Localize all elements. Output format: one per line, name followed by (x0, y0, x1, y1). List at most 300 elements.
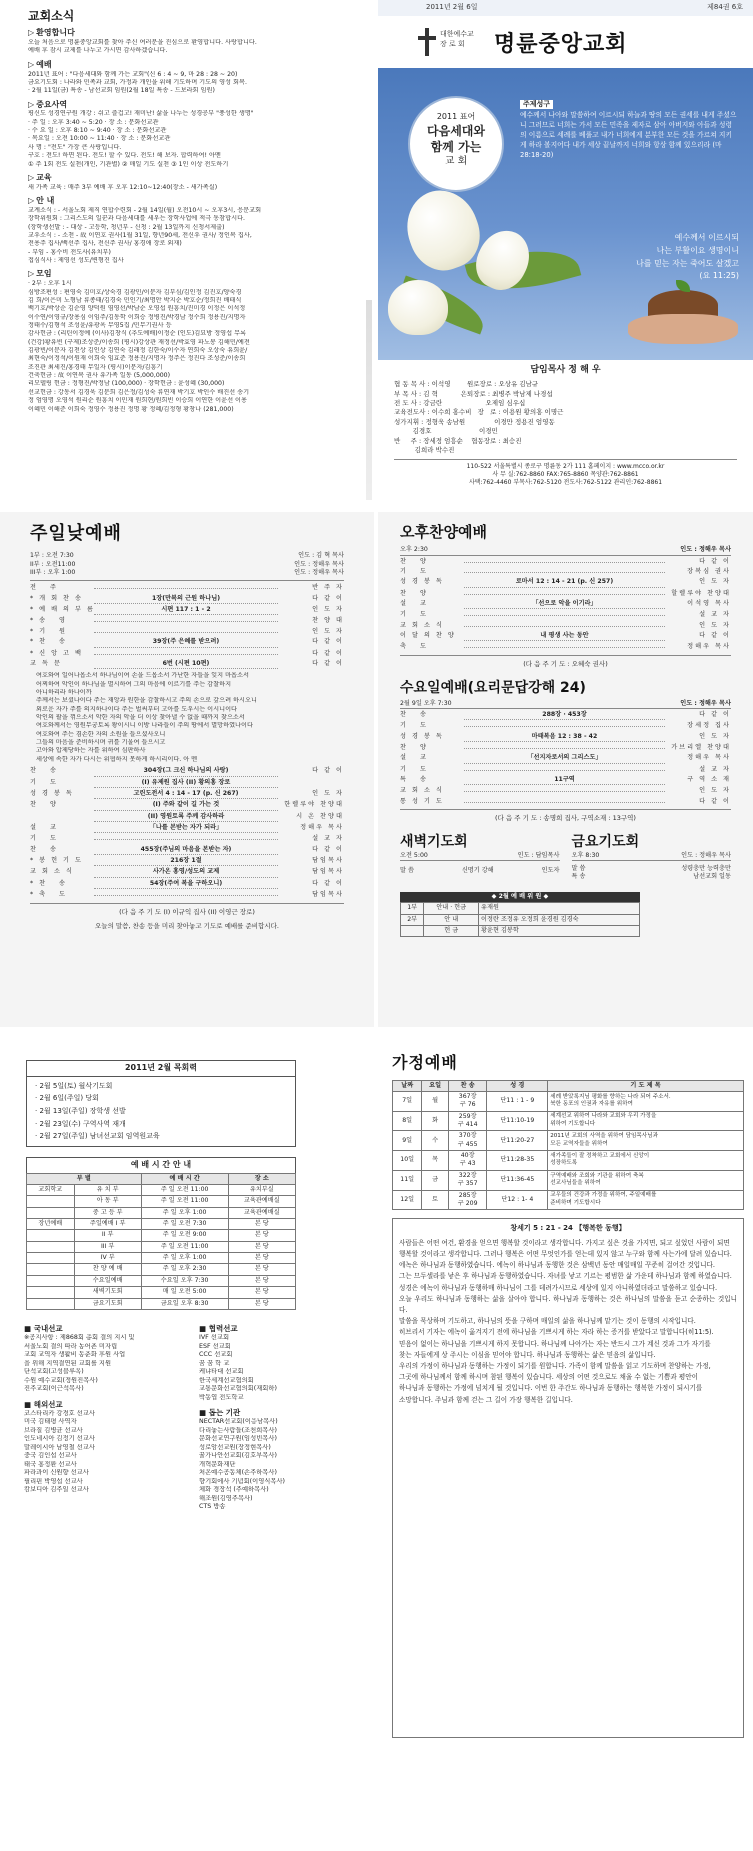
verse-line: 나는 부활이요 생명이니 (656, 245, 739, 255)
table-cell: 교육관예배실 (228, 1207, 295, 1218)
mission-item: 한국세계선교협의회 (199, 1376, 254, 1384)
service-leader: 인도 : 김 혁 목사 (298, 552, 344, 560)
order-label: 성경봉독 (400, 732, 448, 740)
mission-item: 향기회에사 기념회(이영식목사) (199, 1477, 285, 1485)
domestic-mission-list (24, 1334, 189, 1394)
mission-item: 성로암선교원(장정현목사) (199, 1443, 271, 1451)
order-item (30, 584, 344, 592)
devotional-line: 믿음이 없이는 하나님을 기쁘시게 하지 못합니다. 하나님께 나아가는 자는 반드시 그가 계신 것과 그가 자기를 (399, 1339, 711, 1348)
mission-item: 중국 김인섭 선교사 (24, 1452, 77, 1460)
order-label: *예배의부름 (30, 606, 99, 614)
order-item (400, 798, 731, 806)
coop-mission-heading: ■ 협력선교 (199, 1323, 238, 1333)
table-cell (27, 1253, 75, 1264)
table-cell: 세계선교 위하여 나라와 교회와 우리 가정을 위하여 기도합니다 (548, 1111, 744, 1131)
order-content: 11구역 (464, 776, 665, 785)
weekday-worship-panel (378, 512, 753, 1027)
table-cell: 주 일 오전 7:30 (141, 1219, 228, 1230)
table-cell: 화 (422, 1111, 448, 1131)
table-row (27, 1184, 296, 1195)
friday-leader: 인도 : 정해우 목사 (681, 851, 731, 859)
next-week-prayer: (다 음 주 기 도 (I) 이규익 집사 (II) 이영근 장로) (119, 907, 255, 916)
order-content: 39장(주 은혜를 받으려) (94, 638, 278, 647)
order-person: 인 도 자 (312, 627, 344, 635)
wednesday-next-prayer: (다 음 주 기 도 : 송명희 집사, 구역소재 : 13구역) (495, 814, 636, 823)
order-label: *송 영 (30, 617, 72, 625)
mission-item: 브라질 김병균 선교사 (24, 1426, 83, 1434)
notice-heading: ▷ 안 내 (28, 196, 364, 207)
table-cell: 322장 구 357 (448, 1170, 487, 1190)
news-line: (장학생선발 : - 대상 - 고등학, 청년부 - 신청 : 2월 13일까지 신청서제출) (28, 223, 225, 231)
order-person: 다 같 이 (699, 557, 731, 565)
table-cell: 토 (422, 1190, 448, 1210)
devotional-text (399, 1238, 737, 1406)
table-cell: 본 당 (228, 1219, 295, 1230)
table-cell: 안 내 (424, 914, 479, 925)
order-label: 기 도 (400, 722, 432, 730)
order-item (400, 611, 731, 619)
welcome-text (28, 39, 364, 56)
order-person: 인 도 자 (312, 789, 344, 797)
family-worship-panel (392, 1040, 744, 1850)
news-line: 조진관 최세진/홍경태 무일자 (평시)이문자/김흥기 (28, 363, 163, 371)
order-content (464, 791, 665, 792)
mission-item: IVF 선교회 (199, 1334, 230, 1341)
col-header: 찬 송 (448, 1080, 487, 1091)
mission-item: 서울노회 결의 따라 농어촌 미자립 (24, 1342, 118, 1350)
mission-item: 케냐타대 선교회 (199, 1368, 244, 1375)
col-header: 장 소 (228, 1173, 295, 1184)
dawn-row-label: 말 씀 (400, 867, 414, 875)
mission-item: 문화선교연구원(임성빈목사) (199, 1435, 277, 1443)
news-line: 정태수/김형석 조성윤/유광옥 무영5집 /민무기권사 등 (28, 321, 172, 329)
friday-row-text: 남선교회 일동 (693, 873, 731, 881)
order-person: 다 같 이 (312, 659, 344, 667)
devotional-line: 성경은 에녹이 하나님과 동행하매 하나님이 그를 데려가시므로 세상에 있지 아니하였더라고 말씀하고 있습니다. (399, 1283, 718, 1292)
mission-item: 꿈 꿈 학 교 (199, 1359, 230, 1367)
order-item (30, 824, 344, 833)
order-label: 설 교 (400, 600, 432, 608)
mission-item: 코스타리카 강경호 선교사 (24, 1409, 95, 1417)
order-person: 정해우 목사 (300, 824, 344, 831)
mission-item: 미국 김태평 사역자 (24, 1418, 77, 1426)
reading-line: 어찌하여 악인이 하나님을 멸시하여 그의 마음에 이르기를 주는 감찰하지 (36, 680, 232, 688)
sunday-order-list-2 (30, 767, 344, 899)
mission-item: 을 위해 지역결연된 교회를 지원 (24, 1359, 112, 1367)
service-leader: 인도 : 정해우 목사 (294, 560, 344, 568)
family-worship-title: 가정예배 (392, 1053, 458, 1072)
family-worship-table (392, 1080, 744, 1211)
wednesday-time: 2월 9일 오후 7:30 (400, 699, 452, 707)
mission-item: 필리핀 박영섭 선교사 (24, 1477, 83, 1485)
news-line: 선교헌금 : 강동서 김경욱 김문희 김은정/김성숙 류연재 박기호 박인수 배진선 송기 (28, 388, 250, 396)
news-line: · 수 요 일 : 오후 8:10 ~ 9:40 · 장 소 : 문화선교관 (28, 127, 167, 135)
order-item (30, 660, 344, 669)
church-phone: 사 무 실:762-8860 FAX:765-8860 목양관:762-8861 (492, 470, 639, 478)
order-person: 담임목사 (312, 857, 344, 865)
table-cell: 단11:28-35 (487, 1151, 548, 1171)
table-cell: 유치부실 (228, 1184, 295, 1195)
order-item (30, 813, 344, 822)
dawn-leader: 인도 : 담임목사 (517, 851, 560, 859)
news-line: 정 엄영명 오영석 원리순 원흥치 이민재 원희현/원희빈 이승희 이연한 이윤선 이용 (28, 397, 247, 405)
order-label: *개회찬송 (30, 594, 88, 602)
order-content: (I) 유제원 집사 (II) 황의홍 장로 (94, 779, 278, 788)
order-content: 로마서 12 : 14 - 21 (p. 신 257) (464, 578, 665, 587)
table-cell: 본 당 (228, 1275, 295, 1286)
news-line: 건축헌금 : 故 이연복 권사 유가족 일동 (5,000,000) (28, 372, 171, 380)
mission-item: 진주교회(이근석목사) (24, 1385, 84, 1392)
service-time: III부 : 오후 1:00 (30, 569, 76, 577)
order-label: *찬 송 (30, 638, 72, 646)
table-cell: 안내 · 헌금 (424, 903, 479, 914)
dawn-prayer-title: 새벽기도회 (400, 833, 468, 850)
order-content: 사가온 홍영/성도의 교제 (94, 868, 278, 877)
afternoon-next-prayer: (다 음 주 기 도 : 오혜숙 권사) (523, 659, 608, 668)
order-content: 시편 117 : 1 - 2 (94, 606, 278, 615)
schedule-heading: ▷ 중요사역 (28, 100, 364, 111)
reading-line: 주께서는 보셨나이다 주는 재앙과 원한을 감찰하시고 주의 손으로 갚으려 하시오니 (36, 697, 257, 705)
mission-item: 처온예수공동체(손주하목사) (199, 1469, 277, 1477)
order-content: 54장(주여 복을 구하오니) (94, 880, 278, 889)
table-cell: 금요일 오후 8:30 (141, 1298, 228, 1309)
ushers-table (400, 902, 640, 937)
table-row (27, 1241, 296, 1252)
table-row (401, 903, 640, 914)
news-line: · 주 일 : 오후 3:40 ~ 5:20 · 장 소 : 문화선교관 (28, 118, 159, 126)
table-cell: 본 당 (228, 1287, 295, 1298)
order-person: 시 온 찬양대 (296, 812, 344, 820)
order-person: 다 같 이 (312, 649, 344, 657)
table-cell: 수요일 오후 7:30 (141, 1275, 228, 1286)
ushers-box (400, 892, 640, 937)
table-row (393, 1151, 744, 1171)
table-cell (27, 1241, 75, 1252)
news-line: 새 가족 교육 : 매주 3부 예배 후 오후 12:10~12:40(장소 - 새가족실) (28, 183, 218, 191)
church-name: 명륜중앙교회 (494, 32, 628, 57)
mission-item: 해조원(김영주목사) (199, 1494, 253, 1502)
order-content: 6번 (시편 10편) (94, 660, 278, 669)
service-leader: 인도 : 정해우 목사 (294, 569, 344, 577)
notice-text (28, 207, 364, 266)
news-line: 백기호/박상순 김순영 양덕원 염영선/박남순 오영섭 원흥치/진미경 이정은 이석정 (28, 305, 246, 313)
order-content (464, 562, 665, 563)
afternoon-order-list (400, 558, 731, 652)
news-line: · 목요일 : 오전 10:00 ~ 11:40 · 장 소 : 문화선교관 (28, 135, 171, 143)
table-row (27, 1207, 296, 1218)
mission-item: ※공지사항 : 제868회 총회 결의 지시 및 (24, 1334, 135, 1341)
table-cell: 단11:10-19 (487, 1111, 548, 1131)
devotional-line: 말씀을 묵상하며 기도하고, 하나님의 뜻을 구하며 매일의 삶을 하나님께 맡기는 것이 동행의 시작입니다. (399, 1317, 696, 1326)
order-item (400, 632, 731, 641)
order-content: 288장 · 453장 (464, 711, 665, 720)
devotional-line: 그곳에 하나님께서 함께 하시며 참된 행복이 있습니다. 세상의 어떤 것으로도 채울 수 없는 기쁨과 평안이 (399, 1373, 698, 1382)
domestic-mission-heading: ■ 국내선교 (24, 1323, 63, 1333)
order-label: 성경봉독 (30, 789, 78, 797)
table-cell: 금 (422, 1170, 448, 1190)
table-cell (27, 1275, 75, 1286)
order-item (400, 776, 731, 785)
order-label: 특 송 (400, 776, 432, 784)
order-item (30, 801, 344, 810)
table-cell: 본 당 (228, 1253, 295, 1264)
service-time: 1부 : 오전 7:30 (30, 552, 74, 560)
table-cell: 단12 : 1- 4 (487, 1190, 548, 1210)
table-row (27, 1253, 296, 1264)
mission-item: 캄보디아 김주일 선교사 (24, 1486, 89, 1494)
order-label: 기 도 (30, 778, 62, 786)
order-content: 455장(주님의 마음을 본받는 자) (94, 846, 278, 855)
news-line: 김 희/이은미 노형남 류종태/김경숙 민인기/최명안 박지순 박호순/정희진 배태식 (28, 296, 242, 304)
order-person: 다 같 이 (312, 594, 344, 602)
schedule-text (28, 110, 364, 169)
table-cell: 9일 (393, 1131, 422, 1151)
news-line: 구호 : 전도! 하면 된다. 전도! 할 수 있다. 전도! 해 보자. 합력하여! 아멘 (28, 152, 221, 160)
order-item (400, 622, 731, 630)
order-item (30, 846, 344, 855)
sunday-order-list (30, 584, 344, 669)
order-label: 교회소식 (30, 868, 78, 876)
help-org-list (199, 1418, 364, 1512)
table-cell (27, 1230, 75, 1241)
lily-illustration (378, 170, 618, 370)
col-header: 요일 (422, 1080, 448, 1091)
order-content (94, 621, 278, 622)
order-content (94, 839, 278, 840)
table-row (393, 1170, 744, 1190)
calendar-item: · 2월 13일(주일) 장학생 선발 (35, 1106, 126, 1115)
table-cell: 10일 (393, 1151, 422, 1171)
order-person: 다 같 이 (312, 638, 344, 646)
news-line: 2011년 표어 : "다음세대와 함께 가는 교회"(신 6 : 4 ~ 9, 마 28 : 28 ~ 20) (28, 70, 238, 78)
order-item (400, 744, 731, 752)
table-cell: 매 일 오전 5:00 (141, 1287, 228, 1298)
afternoon-leader: 인도 : 정해우 목사 (680, 546, 731, 554)
motto-line: 함께 가는 (430, 139, 482, 154)
table-cell: 헌 금 (424, 925, 479, 936)
table-cell: 본 당 (228, 1241, 295, 1252)
order-person: 찬 양 대 (312, 617, 344, 625)
table-cell: 주 일 오전 11:00 (141, 1241, 228, 1252)
order-label: *기 원 (30, 627, 72, 635)
table-row (27, 1275, 296, 1286)
table-row (27, 1219, 296, 1230)
table-cell: 수요일예배 (74, 1275, 141, 1286)
order-label: 찬 양 (400, 743, 432, 751)
order-content: 고린도전서 4 : 14 - 17 (p. 신 267) (94, 790, 278, 799)
table-row (27, 1298, 296, 1309)
table-cell: 370장 구 455 (448, 1131, 487, 1151)
wednesday-leader: 인도 : 정해우 목사 (680, 699, 731, 707)
order-item (400, 766, 731, 774)
table-row (401, 925, 640, 936)
order-person: 인 도 자 (699, 732, 731, 740)
table-cell: 수 (422, 1131, 448, 1151)
order-label: 이달의찬양 (400, 632, 460, 640)
table-cell: 금요기도회 (74, 1298, 141, 1309)
order-item (400, 558, 731, 566)
order-label: *축 도 (30, 891, 72, 899)
issue-date: 2011년 2월 6일 (426, 3, 478, 11)
table-row (27, 1287, 296, 1298)
table-cell: 주 일 오전 11:00 (141, 1184, 228, 1195)
mission-item: 교회 교역자 생활비 동춘화 후원 사업 (24, 1351, 126, 1358)
table-cell: 단11 : 1 - 9 (487, 1091, 548, 1111)
calendar-item: · 2월 6일(주일) 당회 (35, 1094, 99, 1103)
table-cell: 찬 양 예 배 (74, 1264, 141, 1275)
order-label: 교회소식 (400, 787, 448, 795)
reading-line: 여호와께서는 영원무궁토록 왕이시니 이방 나라들이 주의 땅에서 멸망하였나이다 (36, 722, 253, 730)
news-line: 전용주 집사/백선주 집사, 전신주 권사/ 홍경애 장로 외재) (28, 240, 182, 248)
table-cell: 교회학교 (27, 1184, 75, 1195)
hands-soil-illustration (628, 290, 748, 350)
order-content (464, 802, 665, 803)
order-item (30, 779, 344, 788)
order-person: 설 교 자 (312, 835, 344, 843)
table-cell: 황윤현 김봉학 (479, 925, 640, 936)
order-content (464, 647, 665, 648)
calendar-item: · 2월 27일(주일) 남녀선교회 임역원교육 (35, 1132, 160, 1141)
order-person: 담임목사 (312, 891, 344, 899)
table-cell: 중 고 등 부 (74, 1207, 141, 1218)
order-content: 304장(그 크신 하나님의 사랑) (94, 767, 278, 776)
calendar-item: · 2월 5일(토) 월삭기도회 (35, 1081, 113, 1090)
table-cell: 유재원 (479, 903, 640, 914)
responsive-reading (36, 672, 344, 764)
reading-line: 고아와 압제당하는 자를 위하여 심판하사 (36, 747, 146, 755)
devotional-line: 그는 므두셀라를 낳은 후 하나님과 동행하였습니다. 자녀를 낳고 기르는 평범한 삶 가운데 하나님과 함께 하였습니다. (399, 1272, 732, 1281)
devotional-line: 우리의 가정이 하나님과 동행하는 가정이 되기를 원합니다. 가족이 함께 말씀을 읽고 기도하며 찬양하는 가정, (399, 1361, 711, 1370)
order-item (30, 638, 344, 647)
table-cell: 본 당 (228, 1230, 295, 1241)
table-cell: 교육관예배실 (228, 1196, 295, 1207)
news-line: (건강)황유빈 (구제)조상준/이송희 (평시)강상관 재정선/박효영 파노봉 김해민/예전 (28, 338, 250, 346)
motto-line: 교 회 (444, 156, 468, 168)
afternoon-time: 오후 2:30 (400, 546, 428, 554)
order-item (30, 650, 344, 658)
col-header: 날짜 (393, 1080, 422, 1091)
table-cell: 아 동 부 (74, 1196, 141, 1207)
sunday-worship-panel (0, 512, 374, 1027)
order-label: 성경봉독 (400, 578, 448, 586)
mission-item: 개혁문화재단 (199, 1460, 236, 1468)
order-label: *신앙고백 (30, 649, 88, 657)
order-label: 찬 송 (30, 845, 62, 853)
mission-item: 수원 예수교회(정원진목사) (24, 1376, 98, 1384)
reading-line: 세상에 속한 자가 다시는 위협하지 못하게 하시리이다. 아 멘 (36, 755, 198, 763)
church-address: 110-522 서울특별시 종로구 명륜동 2가 111 홈페이지 : www.mcco.or.kr (466, 462, 665, 470)
order-content (94, 654, 278, 655)
order-item (400, 568, 731, 576)
table-row (393, 1131, 744, 1151)
order-label: 기 도 (400, 567, 432, 575)
help-org-heading: ■ 돕는 기관 (199, 1408, 241, 1417)
table-row (393, 1111, 744, 1131)
order-person: 다 같 이 (312, 767, 344, 775)
news-line: 장학위원회 : 그리스도의 일꾼과 다음세대를 세우는 장학사업에 적극 동참합시다. (28, 215, 246, 223)
verse-line: (요 11:25) (699, 271, 739, 281)
order-content (464, 626, 665, 627)
table-cell (27, 1207, 75, 1218)
table-cell: 주 일 오전 9:00 (141, 1230, 228, 1241)
order-label: 설 교 (30, 824, 62, 831)
verse-line: 나를 믿는 자는 죽어도 살겠고 (636, 258, 739, 268)
news-line: 교우소식 : - 소천 - 故 이연호 권사(1월 31일, 향년90세, 전신우 권사/ 정인복 집사, (28, 231, 252, 239)
mission-item: NECTAR선교회(이응남목사) (199, 1418, 278, 1426)
order-item (30, 767, 344, 776)
theme-heading: 주제성구 (520, 100, 553, 109)
order-content: (II) 영원토록 주께 감사하라 (94, 813, 278, 822)
foreign-mission-heading: ■ 해외선교 (24, 1399, 63, 1409)
table-cell (27, 1264, 75, 1275)
mission-item: 박동엽 전도학교 (199, 1393, 244, 1401)
order-person: 인 도 자 (699, 578, 731, 586)
order-content (94, 895, 278, 896)
friday-prayer-title: 금요기도회 (571, 833, 640, 850)
order-item (400, 600, 731, 609)
friday-row-label: 특 송 (571, 873, 586, 881)
order-label: 기 도 (400, 765, 432, 773)
mission-item: 교통문화선교협의회(재회하) (199, 1385, 277, 1392)
church-news-panel (28, 8, 364, 506)
table-cell: 285장 구 209 (448, 1190, 487, 1210)
order-label: 찬 양 (30, 801, 62, 809)
motto-line: 2011 표어 (436, 112, 476, 121)
reading-line: 여호와여 일어나옵소서 하나님이여 손을 드옵소서 가난한 자들을 잊지 마옵소서 (36, 672, 249, 680)
order-label: 교회소식 (400, 621, 448, 629)
table-cell: 주 일 오전 11:00 (141, 1196, 228, 1207)
news-line: 사 명 : "전도" 가장 큰 사랑입니다. (28, 143, 122, 151)
table-cell: 367장 구 76 (448, 1091, 487, 1111)
order-person: 할렐루야 찬양대 (671, 589, 731, 597)
news-line: - 부임 - 홍수비 전도사(유치부) (28, 248, 111, 256)
service-time: II부 : 오전11:00 (30, 560, 76, 568)
reading-line: 아니하리라 하나이까 (36, 688, 92, 696)
table-cell: 주 일 오후 1:00 (141, 1253, 228, 1264)
order-content (94, 632, 278, 633)
mission-item: 다리놓는사람들(조천희목사) (199, 1426, 277, 1434)
order-content (464, 748, 665, 749)
education-heading: ▷ 교육 (28, 173, 364, 184)
order-item (400, 578, 731, 587)
order-item (400, 754, 731, 763)
mission-item: 태국 홍정환 선교사 (24, 1460, 77, 1468)
order-person: 설 교 자 (699, 765, 731, 773)
order-person: 다 같 이 (699, 797, 731, 805)
mission-item: ESF 선교회 (199, 1342, 231, 1350)
cover-verse (636, 232, 739, 283)
table-cell: 장년예배 (27, 1219, 75, 1230)
order-person: 정해우 목사 (687, 754, 731, 762)
table-cell: 구역예배와 조회와 기관을 위하여 축복 선교사님들을 위하여 (548, 1170, 744, 1190)
theme-verse-box (516, 96, 742, 165)
table-cell: II 부 (74, 1230, 141, 1241)
devotional-line: 사람들은 어떤 여건, 환경을 얻으면 행복할 것이라고 생각합니다. 가지고 싶은 것을 가지면, 되고 싶었던 사람이 되면 (399, 1238, 730, 1247)
order-person: 설 교 자 (699, 611, 731, 619)
order-item (30, 790, 344, 799)
table-cell: 2부 (401, 914, 424, 925)
devotional-line: 하나님과 동행하는 가정에 넘치게 될 것입니다. 이번 한 주간도 하나님과 동행하는 행복한 가정이 되시기를 (399, 1384, 703, 1393)
order-content (464, 615, 665, 616)
table-row (27, 1264, 296, 1275)
table-cell: 단11:20-27 (487, 1131, 548, 1151)
order-content (464, 594, 665, 595)
reading-line: 그들의 마음을 준비하시며 귀를 기울여 들으시고 (36, 739, 166, 747)
worship-text (28, 71, 364, 96)
table-cell: 유 치 부 (74, 1184, 141, 1195)
pastor-name: 담임목사 정 해 우 (530, 365, 601, 375)
meeting-heading: ▷ 모임 (28, 269, 364, 280)
